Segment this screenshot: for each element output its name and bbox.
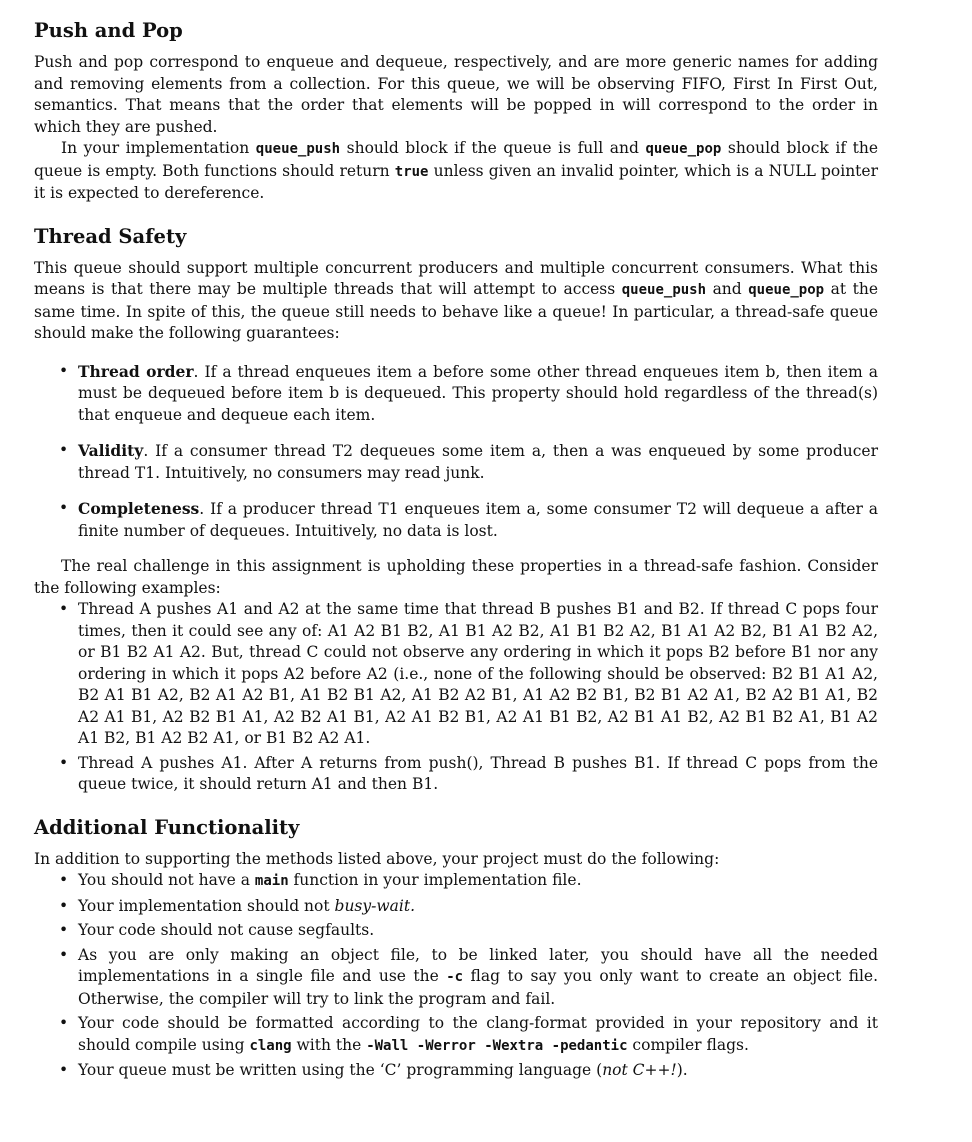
example-item: • Thread A pushes A1 and A2 at the same time that thread B pushes B1 and B2. If thread C pops four times, then it could see any of: A1 A2 B1 B2, A1 B1 A2 B2, A1 B1 B2 A2, B1 A1 A2 B2, B1 A1 B2 A2, or B1 B2 A1 A2. But, thread C could not observe any ordering in which it pops B2 before B1 nor any ordering in which it pops A2 before A2 (i.e., none of the following should be observed: B2 B1 A1 A2, B2 A1 B1 A2, B2 A1 A2 B1, A1 B2 B1 A2, A1 B2 A2 B1, A1 A2 B2 B1, B2 B1 A2 A1, B2 A2 B1 A1, B2 A2 A1 B1, A2 B2 B1 A1, A2 B2 A1 B1, A2 A1 B2 B1, A2 A1 B1 B2, A2 B1 A1 B2, A2 B1 B2 A1, B1 A2 A1 B2, B1 A2 B2 A1, or B1 B2 A2 A1. [34, 599, 878, 750]
document-page [34, 18, 878, 1082]
code-queue-push: queue_push [621, 282, 707, 298]
requirement-item: • As you are only making an object file, to be linked later, you should have all the needed implementations in a single file and use the -c flag to say you only want to create an object file. Otherwise, the compiler will try to link the program and fail. [34, 945, 878, 1011]
requirement-item: • Your code should be formatted according to the clang-format provided in your repository and it should compile using clang with the -Wall -Werror -Wextra -pedantic compiler flags. [34, 1013, 878, 1057]
additional-intro: In addition to supporting the methods listed above, your project must do the following: [34, 849, 720, 868]
requirement-item: • You should not have a main function in your implementation file. [34, 870, 878, 893]
examples-list [34, 599, 878, 796]
code-c-flag: -c [446, 969, 464, 985]
requirement-item: • Your implementation should not busy-wait. [34, 896, 878, 918]
code-main: main [254, 873, 289, 889]
requirement-item: • Your code should not cause segfaults. [34, 920, 878, 942]
code-true: true [394, 163, 429, 180]
challenge-paragraph: The real challenge in this assignment is upholding these properties in a thread-safe fashion. Consider the following examples: [34, 557, 878, 597]
section-heading-additional-functionality: Additional Functionality [34, 815, 300, 839]
code-queue-push: queue_push [255, 141, 341, 157]
requirements-list [34, 870, 878, 1082]
thread-safety-paragraph: This queue should support multiple concurrent producers and multiple concurrent consumers. What this means is that there may be multiple threads that will attempt to access queue_push and queue_pop at the same time. In spite of this, the queue still needs to behave like a queue! In particular, a thread-safe queue should make the following guarantees: [34, 258, 878, 342]
guarantee-thread-order: • Thread order. If a thread enqueues item a before some other thread enqueues item b, then item a must be dequeued before item b is dequeued. This property should hold regardless of the thread(s) that enqueue and dequeue each item. [34, 361, 878, 427]
section-heading-push-pop: Push and Pop [34, 19, 183, 42]
code-compiler-flags: -Wall -Werror -Wextra -pedantic [366, 1037, 628, 1054]
requirement-item: • Your queue must be written using the ‘C’ programming language (not C++!). [34, 1060, 878, 1082]
implementation-paragraph: In your implementation queue_push should block if the queue is full and queue_pop should block if the queue is empty. Both functions should return true unless given an invalid pointer, which is a NULL pointer it is expected to dereference. [34, 139, 879, 202]
section-heading-thread-safety: Thread Safety [34, 224, 187, 248]
guarantees-list [34, 361, 878, 543]
emphasis-busy-wait: busy-wait. [334, 896, 416, 915]
push-pop-paragraph: Push and pop correspond to enqueue and dequeue, respectively, and are more generic names for adding and removing elements from a collection. For this queue, we will be observing FIFO, First In First Out, semantics. That means that the order that elements will be popped in will correspond to the order in which they are pushed. [34, 53, 878, 136]
guarantee-completeness: • Completeness. If a producer thread T1 enqueues item a, some consumer T2 will dequeue a after a finite number of dequeues. Intuitively, no data is lost. [34, 498, 878, 542]
emphasis-not-cpp: not C++! [602, 1061, 677, 1079]
example-item: • Thread A pushes A1. After A returns from push(), Thread B pushes B1. If thread C pops from the queue twice, it should return A1 and then B1. [34, 753, 878, 796]
code-clang: clang [249, 1037, 292, 1054]
code-queue-pop: queue_pop [748, 282, 825, 298]
code-queue-pop: queue_pop [645, 141, 722, 157]
guarantee-validity: • Validity. If a consumer thread T2 dequeues some item a, then a was enqueued by some producer thread T1. Intuitively, no consumers may read junk. [34, 440, 878, 484]
